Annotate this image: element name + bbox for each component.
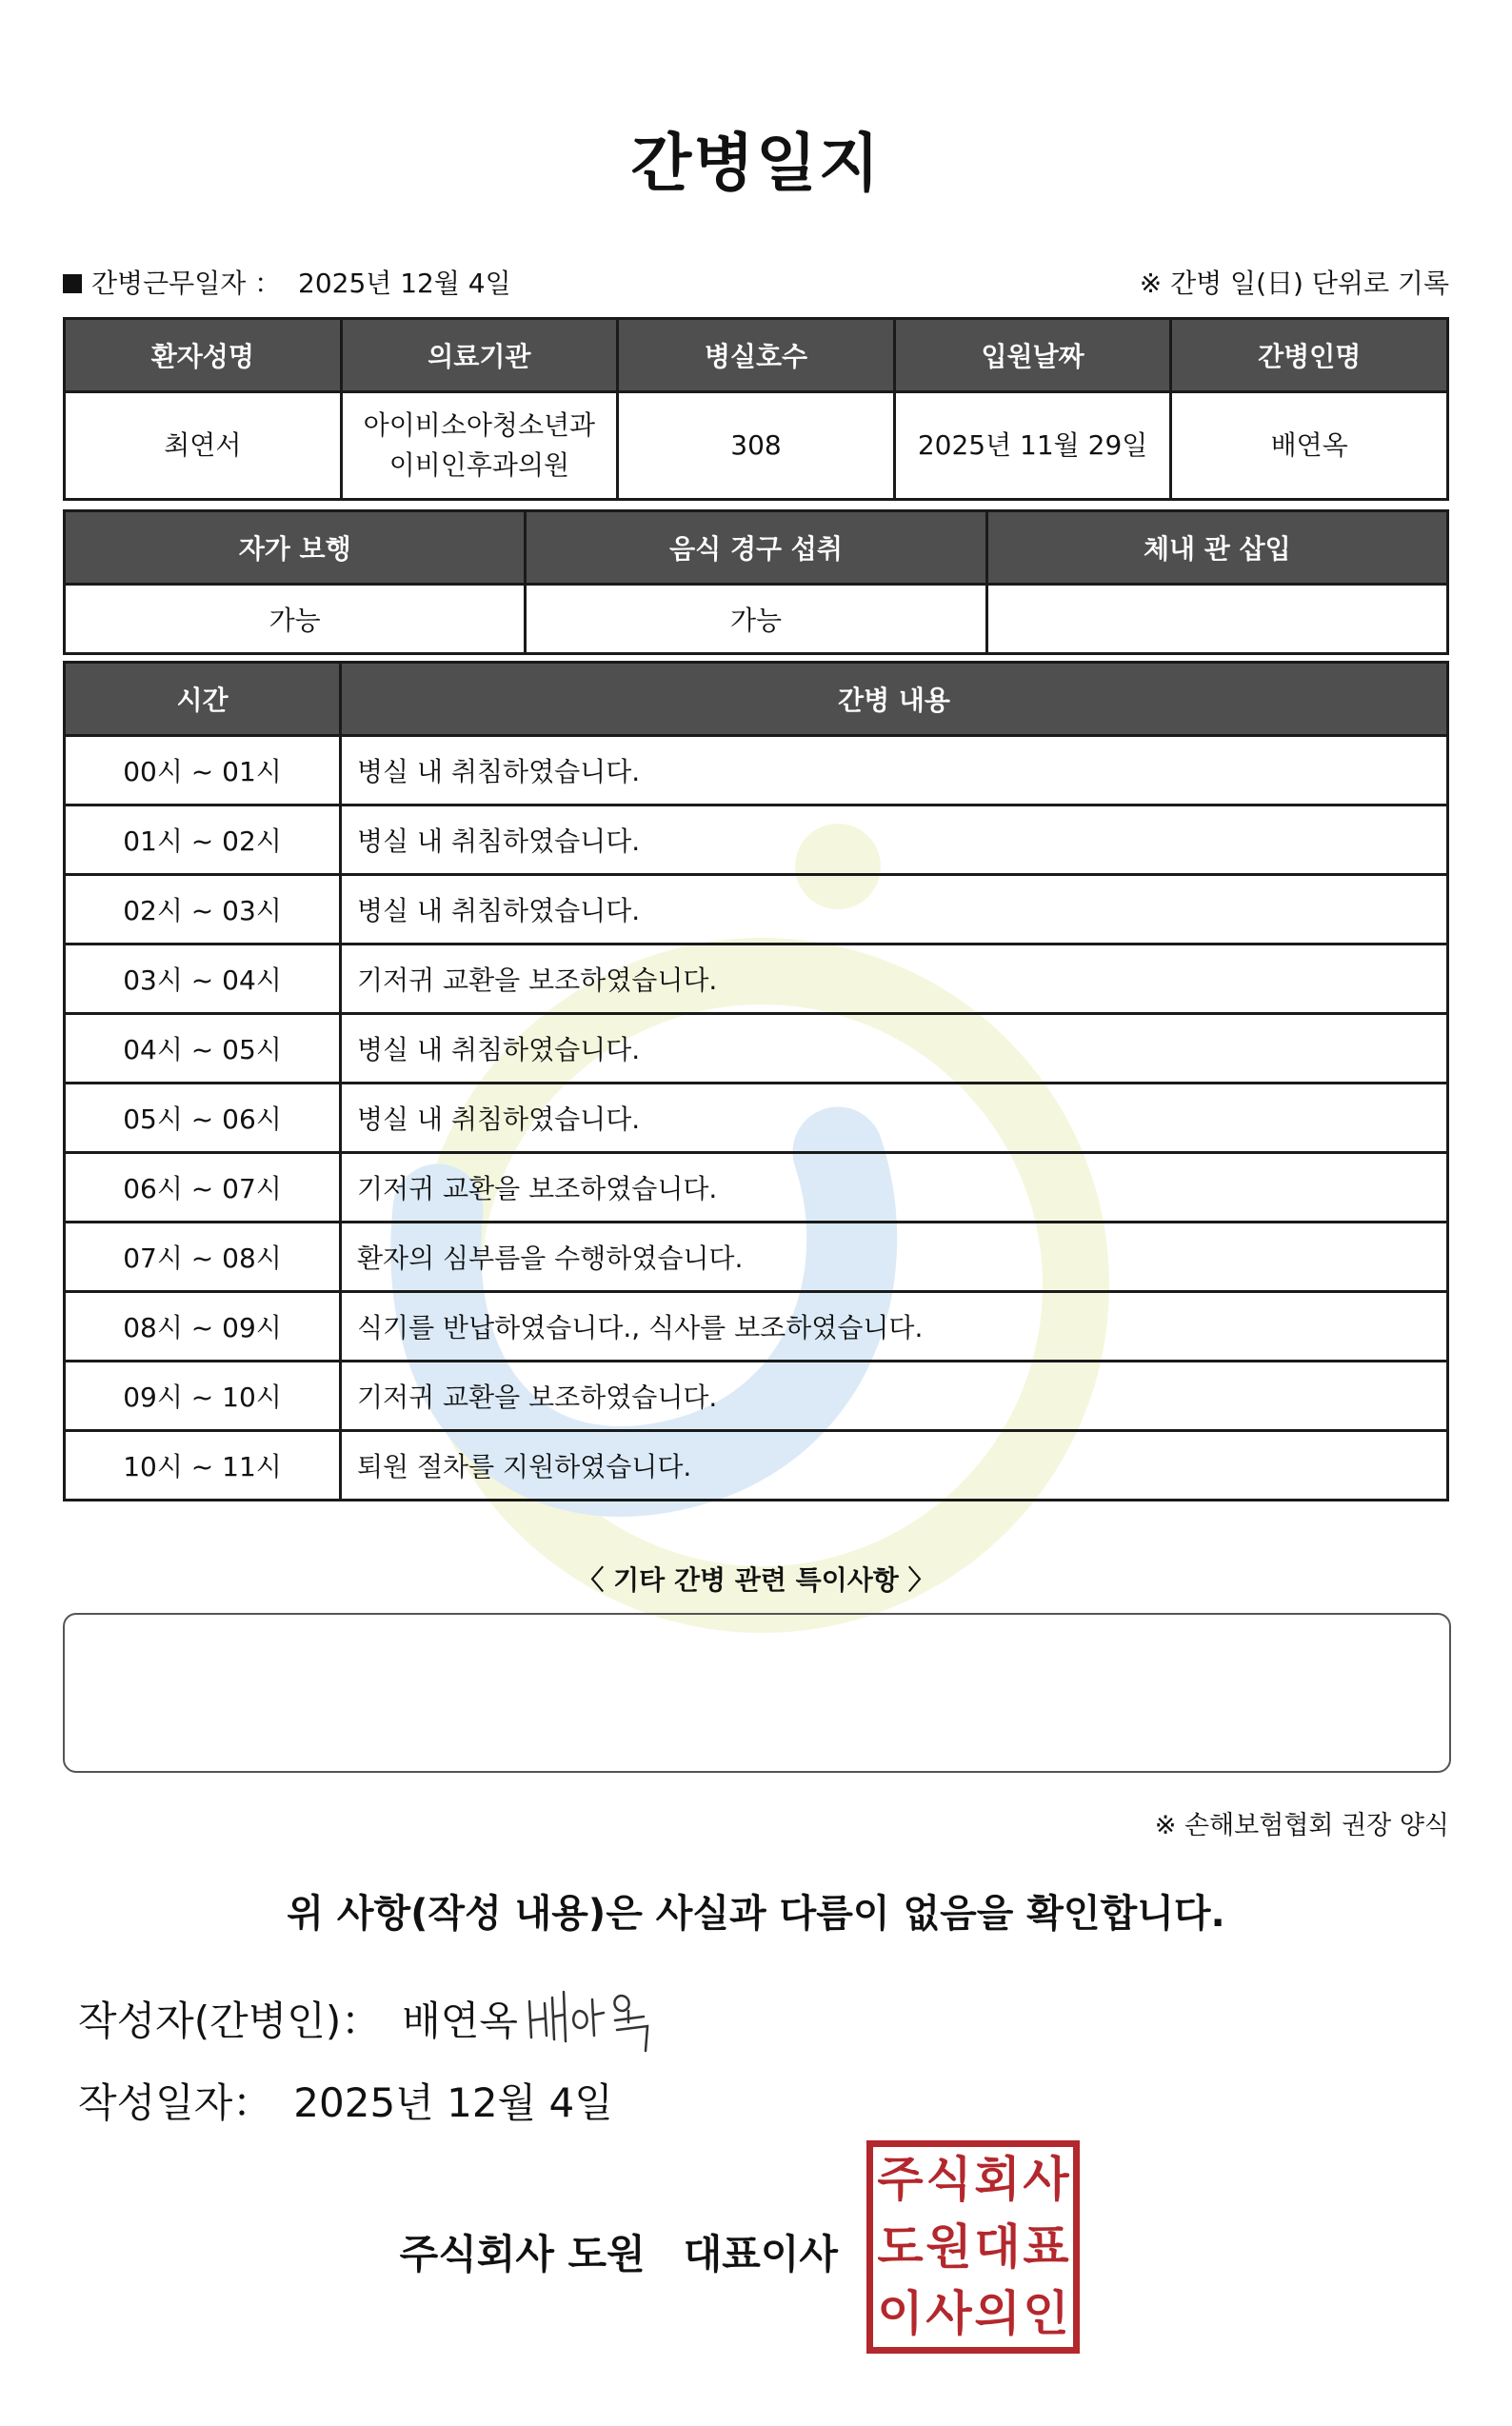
room-no: 308 [618,392,895,500]
handwritten-signature [522,1982,693,2058]
oral-intake-value: 가능 [526,585,986,654]
content-cell: 병실 내 취침하였습니다. [341,1014,1448,1084]
tube-insertion-value [986,585,1447,654]
table-row [65,875,1448,945]
seal-char: 도 [877,2218,924,2275]
care-log-table [63,661,1449,1501]
seal-char: 인 [1023,2286,1069,2342]
table-row [65,1223,1448,1292]
content-cell: 환자의 심부름을 수행하였습니다. [341,1223,1448,1292]
header-patient-name: 환자성명 [65,319,342,392]
content-cell: 병실 내 취침하였습니다. [341,805,1448,875]
seal-char: 원 [925,2218,972,2275]
seal-char: 사 [925,2286,972,2342]
seal-char: 표 [1023,2218,1069,2275]
content-cell: 기저귀 교환을 보조하였습니다. [341,945,1448,1014]
self-walking-value: 가능 [65,585,526,654]
special-notes-title: 〈 기타 간병 관련 특이사항 〉 [577,1564,935,1596]
time-cell: 08시 ~ 09시 [65,1292,341,1362]
header-time: 시간 [65,663,341,736]
header-institution: 의료기관 [341,319,618,392]
seal-characters [876,2146,1070,2348]
table-row [65,1014,1448,1084]
time-cell: 09시 ~ 10시 [65,1362,341,1431]
page-title: 간병일지 [630,127,882,200]
company-seal [866,2140,1080,2354]
header-oral-intake: 음식 경구 섭취 [526,511,986,585]
table-row [65,736,1448,805]
patient-info-table [63,317,1449,501]
seal-char: 사 [1023,2152,1069,2207]
header-tube-insertion: 체내 관 삽입 [986,511,1447,585]
table-row [65,1362,1448,1431]
writer-line [78,1990,518,2047]
content-cell: 병실 내 취침하였습니다. [341,875,1448,945]
time-cell: 10시 ~ 11시 [65,1431,341,1501]
work-date-line [63,263,511,301]
institution-line2: 이비인후과의원 [388,449,570,481]
time-cell: 03시 ~ 04시 [65,945,341,1014]
seal-char: 회 [974,2152,1021,2207]
header-self-walking: 자가 보행 [65,511,526,585]
writer-label: 작성자(간병인)： [78,1998,382,2044]
insurance-note: ※ 손해보험협회 권장 양식 [1154,1811,1449,1840]
written-date-line [78,2072,613,2129]
seal-char: 이 [877,2286,924,2342]
daily-record-note: ※ 간병 일(日) 단위로 기록 [1139,268,1449,299]
content-cell: 병실 내 취침하였습니다. [341,1084,1448,1153]
table-row [65,1084,1448,1153]
time-cell: 02시 ~ 03시 [65,875,341,945]
time-cell: 05시 ~ 06시 [65,1084,341,1153]
time-cell: 07시 ~ 08시 [65,1223,341,1292]
content-cell: 기저귀 교환을 보조하였습니다. [341,1362,1448,1431]
patient-name: 최연서 [65,392,342,500]
header-room-no: 병실호수 [618,319,895,392]
table-row [65,1292,1448,1362]
table-row [65,1153,1448,1223]
writer-name: 배연옥 [402,1998,518,2044]
patient-status-table [63,509,1449,655]
confirmation-statement: 위 사항(작성 내용)은 사실과 다름이 없음을 확인합니다. [287,1892,1225,1936]
work-date-value: 2025년 12월 4일 [298,268,511,299]
written-date-label: 작성일자： [78,2079,273,2126]
table-row [65,805,1448,875]
content-cell: 기저귀 교환을 보조하였습니다. [341,1153,1448,1223]
seal-char: 대 [974,2218,1021,2275]
work-date-label: 간병근무일자 ： [91,268,282,299]
company-line [0,2223,838,2280]
caregiver-name: 배연옥 [1171,392,1448,500]
content-cell: 퇴원 절차를 지원하였습니다. [341,1431,1448,1501]
representative-title: 대표이사 [683,2231,838,2277]
seal-char: 주 [877,2152,924,2207]
header-caregiver-name: 간병인명 [1171,319,1448,392]
special-notes-box [63,1613,1451,1773]
written-date-value: 2025년 12월 4일 [293,2079,613,2126]
square-bullet-icon [63,274,82,293]
time-cell: 00시 ~ 01시 [65,736,341,805]
time-cell: 04시 ~ 05시 [65,1014,341,1084]
table-row [65,945,1448,1014]
time-cell: 01시 ~ 02시 [65,805,341,875]
seal-char: 의 [974,2286,1021,2342]
header-admission-date: 입원날짜 [894,319,1171,392]
table-row [65,1431,1448,1501]
institution [341,392,618,500]
institution-line1: 아이비소아청소년과 [363,409,596,441]
content-cell: 식기를 반납하였습니다., 식사를 보조하였습니다. [341,1292,1448,1362]
company-name: 주식회사 도원 [399,2231,646,2277]
admission-date: 2025년 11월 29일 [894,392,1171,500]
header-care-content: 간병 내용 [341,663,1448,736]
content-cell: 병실 내 취침하였습니다. [341,736,1448,805]
seal-char: 식 [925,2152,972,2207]
time-cell: 06시 ~ 07시 [65,1153,341,1223]
